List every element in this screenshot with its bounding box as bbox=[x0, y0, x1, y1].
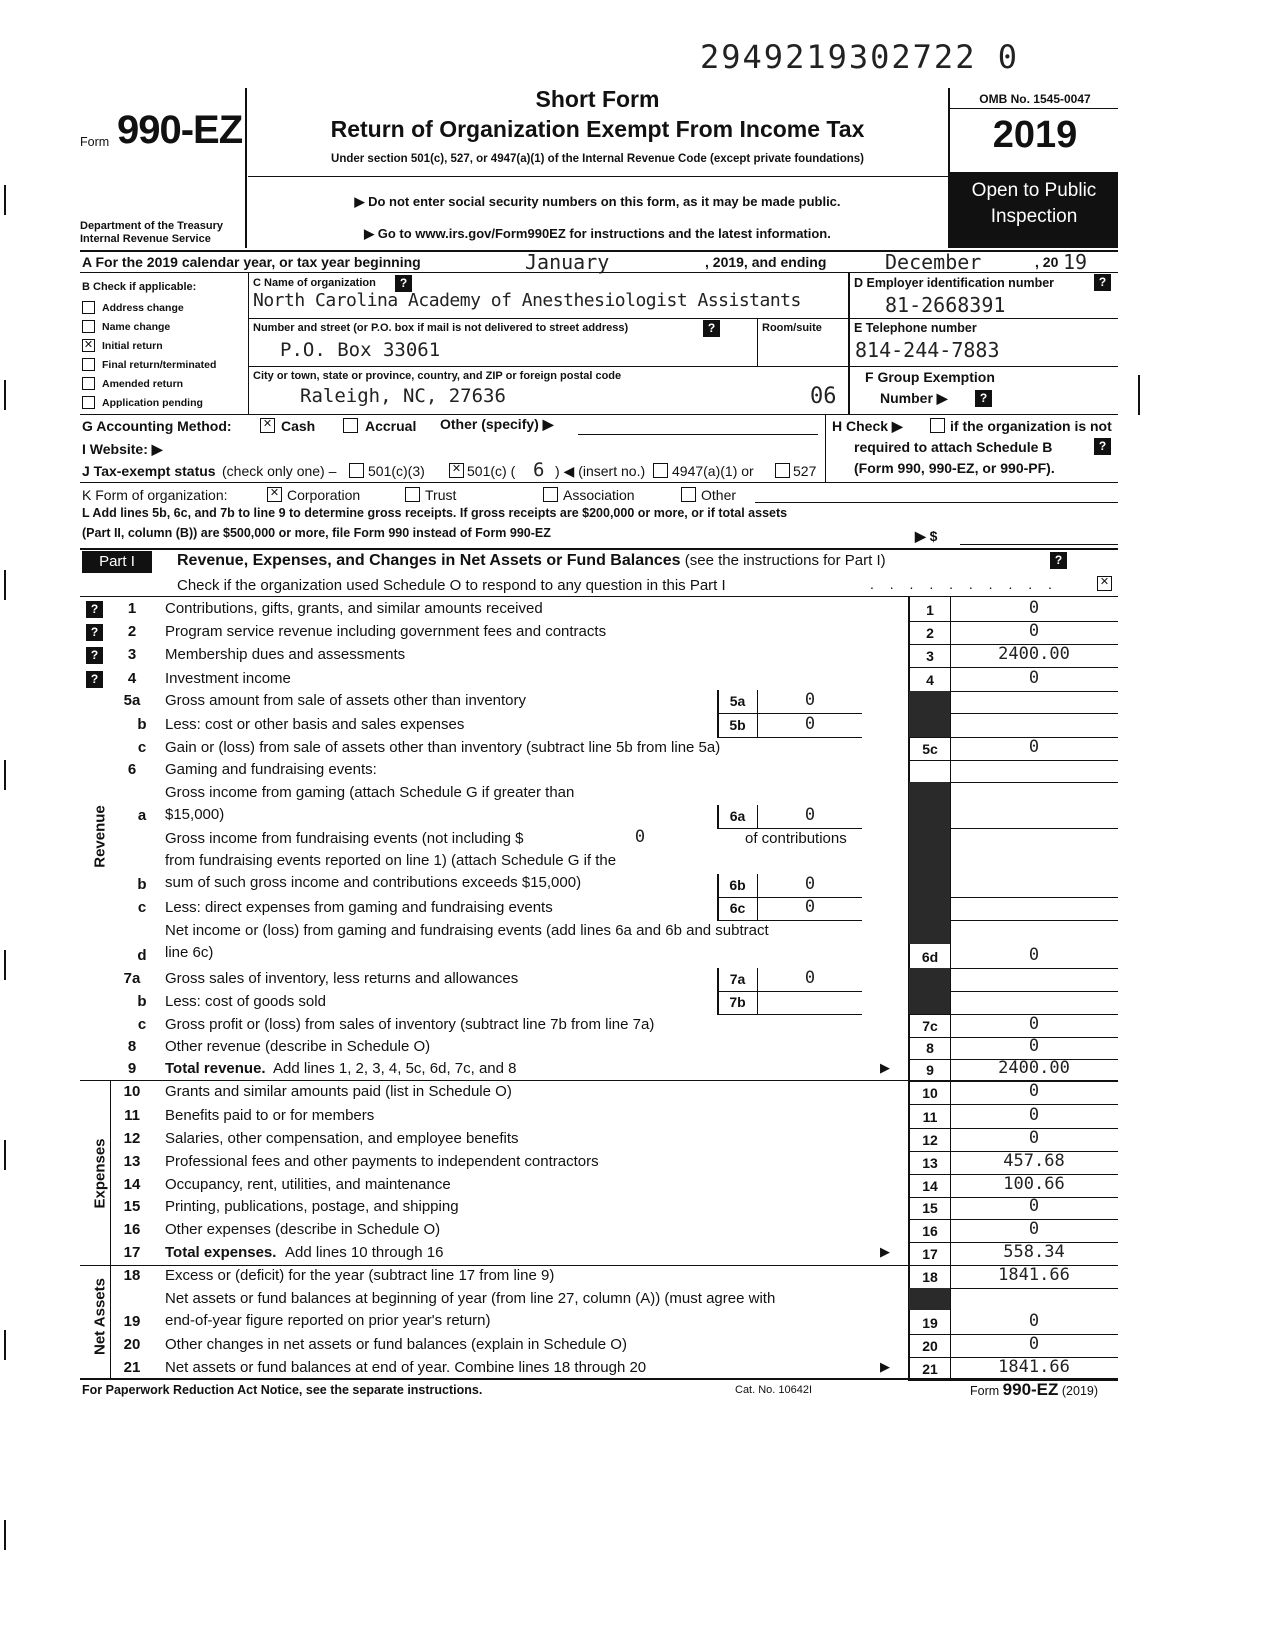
help-icon[interactable]: ? bbox=[86, 601, 103, 618]
line-number: 8 bbox=[127, 1038, 137, 1055]
line-label: Gross income from gaming (attach Schedule G if greater than bbox=[165, 784, 575, 801]
street-value[interactable]: P.O. Box 33061 bbox=[280, 339, 441, 361]
line-number: 19 bbox=[123, 1313, 141, 1330]
line-amount[interactable]: 0 bbox=[1028, 1081, 1040, 1101]
line-number: c bbox=[137, 899, 147, 916]
line-label: Less: cost or other basis and sales expenses bbox=[165, 716, 465, 733]
line-label-tail: of contributions bbox=[745, 830, 847, 847]
line-number: 15 bbox=[123, 1198, 141, 1215]
schedule-o-checkbox[interactable]: ✕ bbox=[1097, 576, 1112, 591]
final-return-checkbox[interactable] bbox=[82, 358, 95, 371]
line-box: 20 bbox=[922, 1338, 938, 1354]
initial-return-label: Initial return bbox=[102, 340, 163, 352]
inner-line-box: 5a bbox=[729, 693, 746, 709]
arrow-icon: ▶ bbox=[880, 1060, 890, 1075]
line-number: 17 bbox=[123, 1244, 141, 1261]
website-label: I Website: ▶ bbox=[82, 441, 163, 457]
footer-form-number: 990-EZ bbox=[1002, 1380, 1059, 1399]
line-number: 4 bbox=[127, 670, 137, 687]
status-501c-checkbox[interactable]: ✕ bbox=[449, 463, 464, 478]
address-change-label: Address change bbox=[102, 302, 184, 314]
line-label-continued: from fundraising events reported on line 1) (attach Schedule G if the bbox=[165, 852, 617, 869]
application-pending-row[interactable] bbox=[82, 393, 247, 412]
address-change-checkbox[interactable] bbox=[82, 301, 95, 314]
room-suite-label: Room/suite bbox=[762, 322, 822, 334]
org-name-label: C Name of organization bbox=[253, 277, 376, 289]
help-icon[interactable]: ? bbox=[1050, 552, 1067, 569]
line-label: Gross amount from sale of assets other than inventory bbox=[165, 692, 527, 709]
association-label: Association bbox=[563, 487, 635, 503]
line-label: Add lines 10 through 16 bbox=[285, 1244, 444, 1261]
line-amount[interactable]: 0 bbox=[1028, 737, 1040, 757]
form-title: Return of Organization Exempt From Income Tax bbox=[330, 116, 865, 142]
line-box: 1 bbox=[926, 602, 934, 618]
internal-revenue-service: Internal Revenue Service bbox=[80, 233, 211, 245]
status-501c-label: 501(c) ( bbox=[467, 463, 516, 479]
line-number: d bbox=[137, 947, 147, 964]
catalog-number: Cat. No. 10642I bbox=[735, 1384, 813, 1396]
name-change-checkbox[interactable] bbox=[82, 320, 95, 333]
final-return-label: Final return/terminated bbox=[102, 359, 217, 371]
help-icon[interactable]: ? bbox=[86, 647, 103, 664]
trust-checkbox[interactable] bbox=[405, 487, 420, 502]
line-number: 16 bbox=[123, 1221, 141, 1238]
tax-exempt-status-label: J Tax-exempt status bbox=[82, 463, 216, 479]
expenses-side-label: Expenses bbox=[91, 1138, 109, 1209]
status-4947-checkbox[interactable] bbox=[653, 463, 668, 478]
inner-line-amount[interactable]: 0 bbox=[804, 968, 816, 988]
phone-value[interactable]: 814-244-7883 bbox=[855, 338, 1000, 362]
city-suffix: 06 bbox=[810, 384, 837, 409]
section-b-title: B Check if applicable: bbox=[82, 281, 197, 293]
tax-year: 2019 bbox=[992, 114, 1078, 156]
line-label: Professional fees and other payments to independent contractors bbox=[165, 1153, 599, 1170]
line-box: 3 bbox=[926, 648, 934, 664]
line-a-label: A For the 2019 calendar year, or tax year beginning bbox=[82, 254, 421, 270]
amended-return-label: Amended return bbox=[102, 378, 184, 390]
help-icon[interactable]: ? bbox=[86, 671, 103, 688]
line-number: 9 bbox=[127, 1060, 137, 1077]
line-label-bold: Total revenue. bbox=[165, 1060, 266, 1077]
line-number: 14 bbox=[123, 1176, 141, 1193]
street-label: Number and street (or P.O. box if mail is not delivered to street address) bbox=[253, 322, 629, 334]
ssn-warning: ▶ Do not enter social security numbers on this form, as it may be made public. bbox=[354, 194, 841, 209]
inner-line-amount[interactable]: 0 bbox=[804, 714, 816, 734]
line-box: 21 bbox=[922, 1361, 938, 1377]
cash-label: Cash bbox=[281, 418, 316, 434]
status-527-checkbox[interactable] bbox=[775, 463, 790, 478]
line-number: c bbox=[137, 1016, 147, 1033]
accounting-method-label: G Accounting Method: bbox=[82, 418, 232, 434]
line-label: Gain or (loss) from sale of assets other than inventory (subtract line 5b from line 5a) bbox=[165, 739, 721, 756]
tax-year-end-year[interactable]: 19 bbox=[1063, 250, 1088, 274]
line-label: Less: direct expenses from gaming and fundraising events bbox=[165, 899, 553, 916]
line-amount[interactable]: 0 bbox=[1028, 621, 1040, 641]
form-of-org-label: K Form of organization: bbox=[82, 487, 228, 503]
line-number: 11 bbox=[124, 1107, 140, 1124]
line-a-mid: , 2019, and ending bbox=[705, 254, 827, 270]
line-amount[interactable]: 0 bbox=[1028, 1196, 1040, 1216]
status-501c3-checkbox[interactable] bbox=[349, 463, 364, 478]
trust-label: Trust bbox=[425, 487, 457, 503]
line-label: Occupancy, rent, utilities, and maintenance bbox=[165, 1176, 451, 1193]
line-number: b bbox=[137, 876, 147, 893]
line-h-text-3: (Form 990, 990-EZ, or 990-PF). bbox=[854, 460, 1055, 476]
line-box: 4 bbox=[926, 672, 934, 688]
status-4947-label: 4947(a)(1) or bbox=[672, 463, 754, 479]
status-501c-number[interactable]: 6 bbox=[533, 459, 545, 481]
open-to-public-box bbox=[950, 172, 1118, 248]
inner-line-box: 6a bbox=[729, 808, 746, 824]
inner-line-box: 5b bbox=[729, 717, 746, 733]
line-box: 18 bbox=[922, 1269, 938, 1285]
part-one-title-note: (see the instructions for Part I) bbox=[684, 552, 886, 569]
line-box: 6d bbox=[921, 949, 939, 965]
line-label: Program service revenue including government fees and contracts bbox=[165, 623, 607, 640]
line-number: b bbox=[137, 716, 147, 733]
line-amount[interactable]: 0 bbox=[1028, 598, 1040, 618]
line-label-continued: line 6c) bbox=[165, 944, 214, 961]
line-number: 13 bbox=[123, 1153, 141, 1170]
line-label: Add lines 1, 2, 3, 4, 5c, 6d, 7c, and 8 bbox=[273, 1060, 517, 1077]
tax-year-begin[interactable]: January bbox=[525, 250, 610, 274]
inner-line-amount[interactable]: 0 bbox=[804, 897, 816, 917]
other-org-label: Other bbox=[701, 487, 737, 503]
instructions-link[interactable]: ▶ Go to www.irs.gov/Form990EZ for instructions and the latest information. bbox=[364, 226, 831, 241]
cash-checkbox[interactable]: ✕ bbox=[260, 418, 275, 433]
line-box: 5c bbox=[922, 741, 938, 757]
line-label: Less: cost of goods sold bbox=[165, 993, 326, 1010]
paperwork-notice: For Paperwork Reduction Act Notice, see the separate instructions. bbox=[82, 1383, 483, 1397]
part-one-title-text: Revenue, Expenses, and Changes in Net Assets or Fund Balances bbox=[177, 552, 681, 569]
line-label: Other revenue (describe in Schedule O) bbox=[165, 1038, 431, 1055]
line-number: 3 bbox=[127, 646, 137, 663]
line-box: 10 bbox=[922, 1085, 938, 1101]
line-number: 20 bbox=[123, 1336, 141, 1353]
line-label: Net income or (loss) from gaming and fundraising events (add lines 6a and 6b and subtract bbox=[165, 922, 769, 939]
line-number: 21 bbox=[123, 1359, 141, 1376]
line-box: 16 bbox=[922, 1223, 938, 1239]
line-number: a bbox=[137, 807, 147, 824]
line-amount[interactable]: 100.66 bbox=[1003, 1174, 1065, 1194]
line-number: 1 bbox=[127, 600, 137, 617]
line-amount[interactable]: 0 bbox=[1028, 1128, 1040, 1148]
line-label-continued: $15,000) bbox=[165, 806, 225, 823]
inner-line-amount[interactable]: 0 bbox=[804, 805, 816, 825]
document-locator-number: 2949219302722 0 bbox=[700, 38, 1019, 76]
phone-label: E Telephone number bbox=[854, 321, 977, 335]
status-501c3-label: 501(c)(3) bbox=[368, 463, 425, 479]
city-label: City or town, state or province, country, and ZIP or foreign postal code bbox=[253, 370, 622, 382]
help-icon[interactable]: ? bbox=[703, 320, 720, 337]
help-icon[interactable]: ? bbox=[975, 390, 992, 407]
address-change-row[interactable] bbox=[82, 298, 247, 317]
footer-form-label: Form bbox=[970, 1384, 1000, 1398]
line-label: Other expenses (describe in Schedule O) bbox=[165, 1221, 441, 1238]
tax-exempt-status-hint: (check only one) – bbox=[222, 463, 337, 479]
help-icon[interactable]: ? bbox=[86, 624, 103, 641]
line-amount[interactable]: 0 bbox=[1028, 1105, 1040, 1125]
line-box: 7c bbox=[922, 1018, 938, 1034]
form-subtitle: Under section 501(c), 527, or 4947(a)(1) of the Internal Revenue Code (except private foundations) bbox=[331, 153, 864, 165]
final-return-row[interactable] bbox=[82, 355, 247, 374]
line-number: c bbox=[137, 739, 147, 756]
line-amount[interactable]: 1841.66 bbox=[998, 1357, 1070, 1377]
org-name-value[interactable]: North Carolina Academy of Anesthesiologist Assistants bbox=[253, 290, 801, 311]
line-amount[interactable]: 2400.00 bbox=[998, 644, 1070, 664]
line-h-text-1: if the organization is not bbox=[950, 418, 1112, 434]
inner-line-amount[interactable]: 0 bbox=[804, 874, 816, 894]
application-pending-label: Application pending bbox=[102, 397, 203, 409]
line-label: Printing, publications, postage, and shipping bbox=[165, 1198, 459, 1215]
inner-line-amount[interactable]: 0 bbox=[804, 690, 816, 710]
amended-return-row[interactable] bbox=[82, 374, 247, 393]
line-label: Contributions, gifts, grants, and similar amounts received bbox=[165, 600, 543, 617]
open-to-public-label: Open to Public bbox=[971, 180, 1097, 201]
line-amount[interactable]: 0 bbox=[1028, 668, 1040, 688]
help-icon[interactable]: ? bbox=[1094, 438, 1111, 455]
line-label: Salaries, other compensation, and employee benefits bbox=[165, 1130, 519, 1147]
line-number: 6 bbox=[127, 761, 137, 778]
status-527-label: 527 bbox=[793, 463, 817, 479]
line-label-bold: Total expenses. bbox=[165, 1244, 277, 1261]
line-label: Gross sales of inventory, less returns and allowances bbox=[165, 970, 519, 987]
line-label: Net assets or fund balances at end of year. Combine lines 18 through 20 bbox=[165, 1359, 647, 1376]
line-number: 5a bbox=[123, 692, 141, 709]
application-pending-checkbox[interactable] bbox=[82, 396, 95, 409]
corporation-checkbox[interactable]: ✕ bbox=[267, 487, 282, 502]
city-value[interactable]: Raleigh, NC, 27636 bbox=[300, 385, 506, 407]
arrow-icon: ▶ bbox=[880, 1244, 890, 1259]
ein-label: D Employer identification number bbox=[854, 276, 1055, 290]
footer-form bbox=[970, 1380, 1098, 1400]
line-label: Gaming and fundraising events: bbox=[165, 761, 377, 778]
accrual-label: Accrual bbox=[365, 418, 417, 434]
other-method-label: Other (specify) ▶ bbox=[440, 416, 554, 432]
form-number: 990-EZ bbox=[117, 108, 243, 152]
line-label: Gross profit or (loss) from sales of inventory (subtract line 7b from line 7a) bbox=[165, 1016, 655, 1033]
tax-year-end[interactable]: December bbox=[885, 250, 982, 274]
line-label: Excess or (deficit) for the year (subtract line 17 from line 9) bbox=[165, 1267, 555, 1284]
revenue-side-label: Revenue bbox=[91, 805, 109, 868]
line-amount[interactable]: 457.68 bbox=[1003, 1151, 1065, 1171]
line-box: 15 bbox=[922, 1200, 938, 1216]
line-amount[interactable]: 2400.00 bbox=[998, 1058, 1070, 1078]
help-icon[interactable]: ? bbox=[1094, 274, 1111, 291]
part-one-title bbox=[177, 552, 886, 570]
line-box: 2 bbox=[926, 625, 934, 641]
group-number-label: Number ▶ bbox=[880, 390, 948, 406]
line-l-arrow: ▶ $ bbox=[915, 528, 938, 544]
section-b-list bbox=[82, 298, 247, 412]
inner-line-box: 7b bbox=[729, 994, 746, 1010]
arrow-icon: ▶ bbox=[880, 1359, 890, 1374]
help-icon[interactable]: ? bbox=[395, 275, 412, 292]
inner-line-box: 6c bbox=[729, 900, 746, 916]
line-amount[interactable]: 558.34 bbox=[1003, 1242, 1065, 1262]
line-box: 14 bbox=[922, 1178, 938, 1194]
footer-form-year: (2019) bbox=[1061, 1384, 1099, 1398]
schedule-o-check-label: Check if the organization used Schedule O to respond to any question in this Part I bbox=[177, 577, 726, 594]
line-box: 8 bbox=[926, 1040, 934, 1056]
line-amount[interactable]: 0 bbox=[1028, 1311, 1040, 1331]
accrual-checkbox[interactable] bbox=[343, 418, 358, 433]
name-change-row[interactable] bbox=[82, 317, 247, 336]
part-one-tag-text: Part I bbox=[99, 553, 135, 570]
schedule-b-checkbox[interactable] bbox=[930, 418, 945, 433]
line-box: 13 bbox=[922, 1155, 938, 1171]
ein-value[interactable]: 81-2668391 bbox=[885, 293, 1006, 317]
part-one-tag bbox=[82, 551, 152, 573]
line-label-continued: end-of-year figure reported on prior year's return) bbox=[165, 1312, 491, 1329]
group-exemption-label: F Group Exemption bbox=[865, 369, 995, 385]
line-amount[interactable]: 0 bbox=[1028, 1334, 1040, 1354]
line-amount[interactable]: 0 bbox=[1028, 945, 1040, 965]
line-l-text-2: (Part II, column (B)) are $500,000 or more, file Form 990 instead of Form 990-EZ bbox=[82, 526, 551, 540]
line-number: 2 bbox=[127, 623, 137, 640]
line-box: 11 bbox=[922, 1109, 938, 1125]
line-label: Grants and similar amounts paid (list in Schedule O) bbox=[165, 1083, 512, 1100]
other-org-checkbox[interactable] bbox=[681, 487, 696, 502]
line-a-end-year-prefix: , 20 bbox=[1035, 254, 1059, 270]
fundraising-contributions-amount[interactable]: 0 bbox=[634, 827, 646, 847]
line-label: Gross income from fundraising events (not including $ bbox=[165, 830, 524, 847]
form-prefix: Form bbox=[80, 135, 110, 149]
corporation-label: Corporation bbox=[287, 487, 361, 503]
line-box: 17 bbox=[922, 1246, 938, 1262]
line-number: 7a bbox=[123, 970, 141, 987]
line-label: Investment income bbox=[165, 670, 291, 687]
amended-return-checkbox[interactable] bbox=[82, 377, 95, 390]
inspection-label: Inspection bbox=[990, 206, 1078, 227]
line-box: 12 bbox=[922, 1132, 938, 1148]
line-h-label: H Check ▶ bbox=[832, 418, 903, 434]
line-label: Net assets or fund balances at beginning of year (from line 27, column (A)) (must agree with bbox=[165, 1290, 776, 1307]
line-label-continued: sum of such gross income and contributions exceeds $15,000) bbox=[165, 874, 582, 891]
net-assets-side-label: Net Assets bbox=[91, 1278, 109, 1355]
inner-line-box: 6b bbox=[729, 877, 746, 893]
association-checkbox[interactable] bbox=[543, 487, 558, 502]
line-number: 18 bbox=[123, 1267, 141, 1284]
status-insert-no: ) ◀ (insert no.) bbox=[555, 463, 646, 479]
initial-return-checkbox[interactable]: ✕ bbox=[83, 339, 94, 351]
line-amount[interactable]: 0 bbox=[1028, 1036, 1040, 1056]
line-number: 12 bbox=[123, 1130, 141, 1147]
line-label: Other changes in net assets or fund balances (explain in Schedule O) bbox=[165, 1336, 627, 1353]
line-amount[interactable]: 0 bbox=[1028, 1219, 1040, 1239]
short-form-label: Short Form bbox=[535, 86, 660, 112]
line-amount[interactable]: 0 bbox=[1028, 1014, 1040, 1034]
name-change-label: Name change bbox=[102, 321, 171, 333]
line-amount[interactable]: 1841.66 bbox=[998, 1265, 1070, 1285]
line-h-text-2: required to attach Schedule B bbox=[854, 439, 1053, 455]
line-l-text-1: L Add lines 5b, 6c, and 7b to line 9 to determine gross receipts. If gross receipts are $200,000 or more, or if total assets bbox=[82, 506, 788, 520]
initial-return-row[interactable] bbox=[82, 336, 247, 355]
line-box: 9 bbox=[926, 1062, 934, 1078]
department-treasury: Department of the Treasury bbox=[80, 220, 224, 232]
line-number: b bbox=[137, 993, 147, 1010]
line-label: Membership dues and assessments bbox=[165, 646, 406, 663]
line-number: 10 bbox=[123, 1083, 141, 1100]
omb-number: OMB No. 1545-0047 bbox=[979, 92, 1091, 106]
inner-line-box: 7a bbox=[729, 971, 746, 987]
line-box: 19 bbox=[922, 1315, 938, 1331]
line-label: Benefits paid to or for members bbox=[165, 1107, 375, 1124]
